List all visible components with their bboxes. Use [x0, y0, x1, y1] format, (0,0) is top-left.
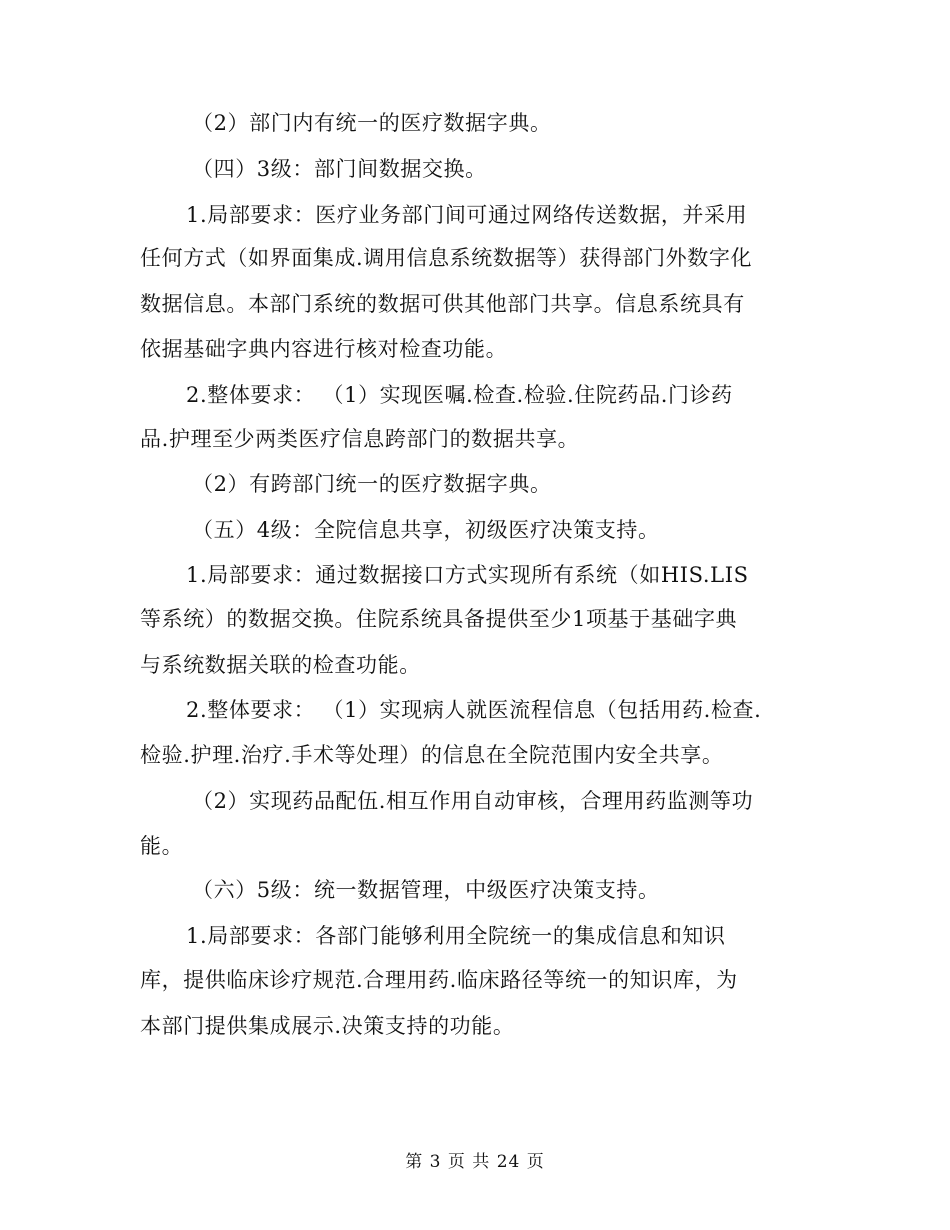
page-number: 第 3 页 共 24 页 — [405, 1152, 545, 1172]
paragraph-line: （2）实现药品配伍.相互作用自动审核，合理用药监测等功 — [192, 789, 754, 813]
paragraph-line: 检验.护理.治疗.手术等处理）的信息在全院范围内安全共享。 — [140, 743, 724, 767]
section-heading: （六）5级：统一数据管理，中级医疗决策支持。 — [192, 878, 660, 902]
paragraph-line: 品.护理至少两类医疗信息跨部门的数据共享。 — [140, 427, 580, 451]
paragraph-line: 数据信息。本部门系统的数据可供其他部门共享。信息系统具有 — [140, 292, 745, 316]
paragraph-line: 依据基础字典内容进行核对检查功能。 — [140, 337, 508, 361]
paragraph-line: 1.局部要求：通过数据接口方式实现所有系统（如HIS.LIS — [186, 563, 749, 587]
paragraph-line: 等系统）的数据交换。住院系统具备提供至少1项基于基础字典 — [140, 607, 738, 631]
paragraph-line: （2）有跨部门统一的医疗数据字典。 — [192, 472, 552, 496]
paragraph-line: 与系统数据关联的检查功能。 — [140, 653, 421, 677]
paragraph-line: 2.整体要求： （1）实现病人就医流程信息（包括用药.检查. — [186, 698, 762, 722]
section-heading: （四）3级：部门间数据交换。 — [192, 157, 487, 181]
paragraph-line: 1.局部要求：医疗业务部门间可通过网络传送数据，并采用 — [186, 203, 748, 227]
paragraph-line: 1.局部要求：各部门能够利用全院统一的集成信息和知识 — [186, 924, 726, 948]
paragraph-line: 能。 — [140, 834, 184, 858]
paragraph-line: 库，提供临床诊疗规范.合理用药.临床路径等统一的知识库，为 — [140, 968, 738, 992]
section-heading: （五）4级：全院信息共享，初级医疗决策支持。 — [192, 518, 660, 542]
paragraph-line: 任何方式（如界面集成.调用信息系统数据等）获得部门外数字化 — [140, 246, 753, 270]
paragraph-line: （2）部门内有统一的医疗数据字典。 — [192, 111, 552, 135]
paragraph-line: 本部门提供集成展示.决策支持的功能。 — [140, 1014, 515, 1038]
paragraph-line: 2.整体要求： （1）实现医嘱.检查.检验.住院药品.门诊药 — [186, 383, 733, 407]
